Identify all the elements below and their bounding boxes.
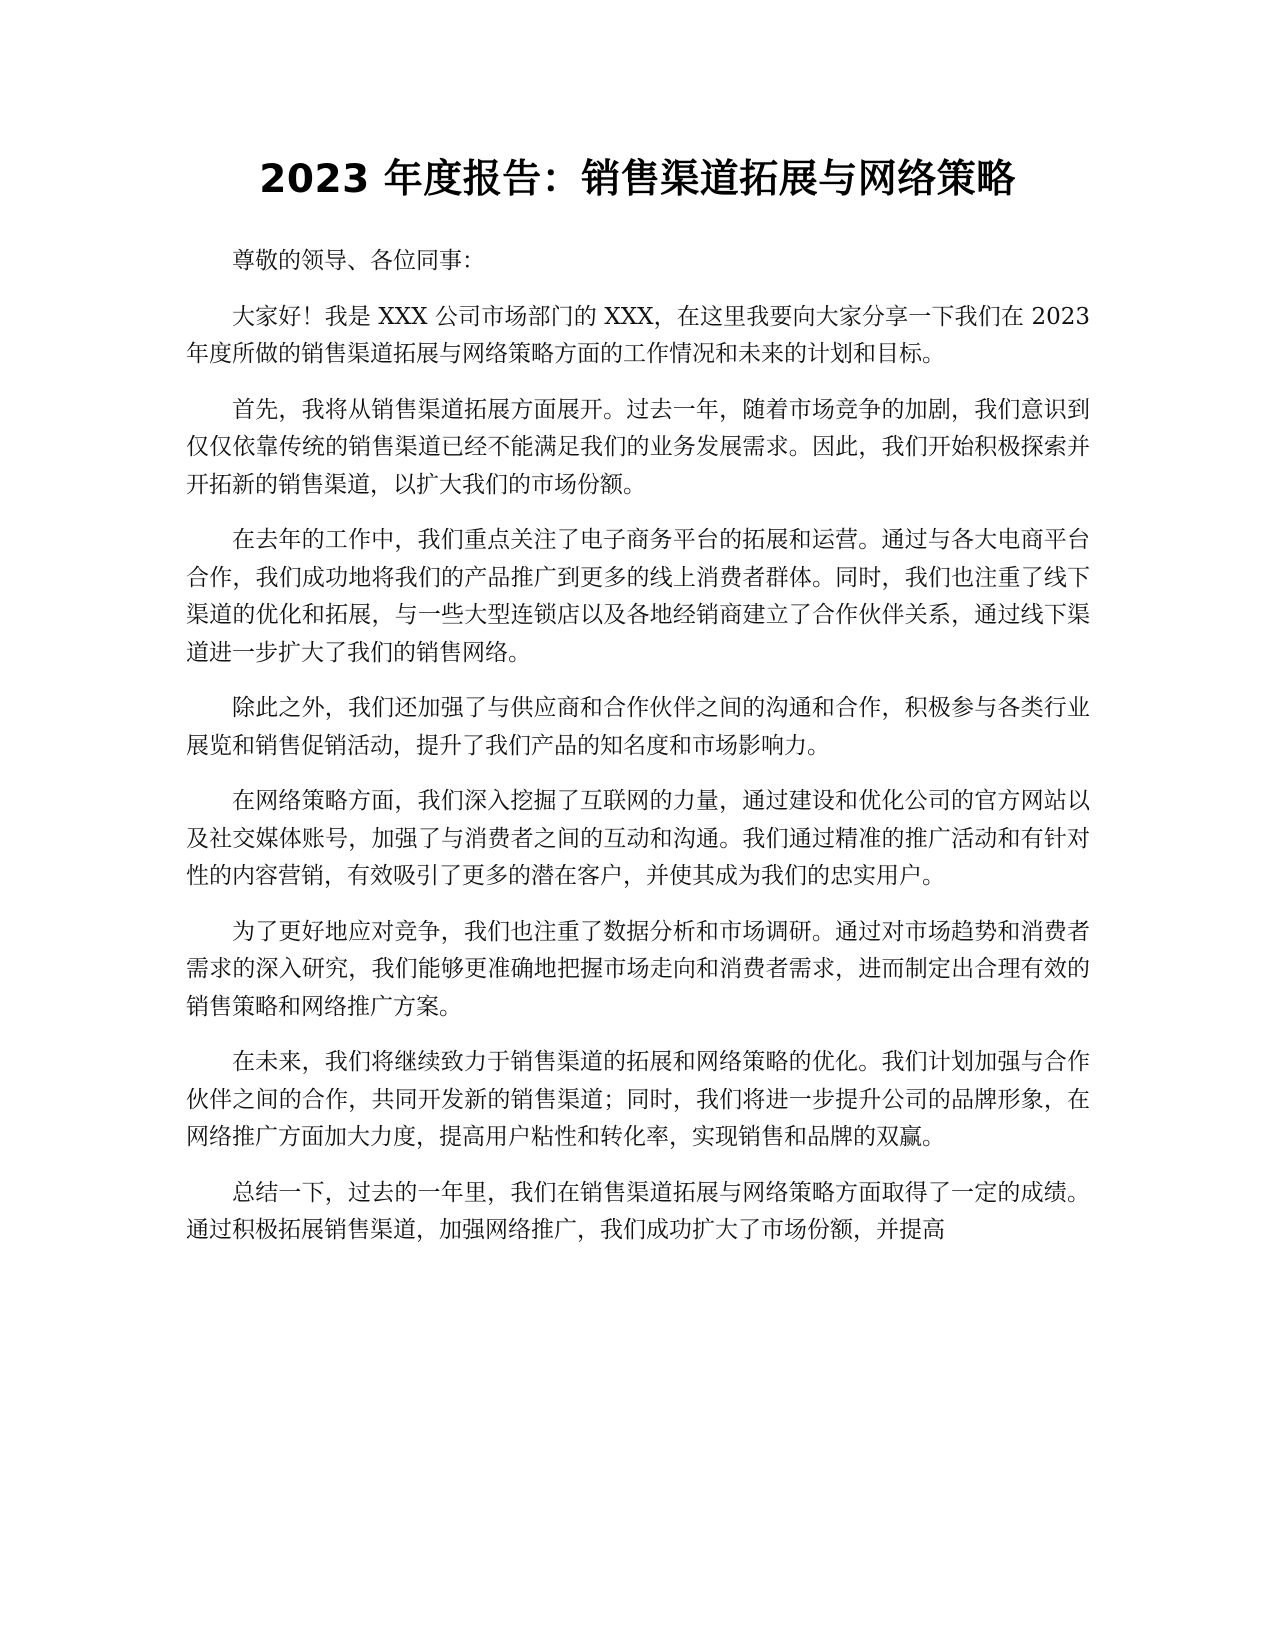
paragraph-future-plan: 在未来，我们将继续致力于销售渠道的拓展和网络策略的优化。我们计划加强与合作伙伴之间的合作，共同开发新的销售渠道；同时，我们将进一步提升公司的品牌形象，在网络推广方面加大力度，提高用户粘性和转化率，实现销售和品牌的双赢。 (186, 1049, 1090, 1150)
paragraph-data-analysis: 为了更好地应对竞争，我们也注重了数据分析和市场调研。通过对市场趋势和消费者需求的深入研究，我们能够更准确地把握市场走向和消费者需求，进而制定出合理有效的销售策略和网络推广方案。 (186, 918, 1090, 1020)
paragraph-network-strategy: 在网络策略方面，我们深入挖掘了互联网的力量，通过建设和优化公司的官方网站以及社交媒体账号，加强了与消费者之间的互动和沟通。我们通过精准的推广活动和有针对性的内容营销，有效吸引了更多的潜在客户，并使其成为我们的忠实用户。 (186, 788, 1090, 889)
paragraph-partners: 除此之外，我们还加强了与供应商和合作伙伴之间的沟通和合作，积极参与各类行业展览和销售促销活动，提升了我们产品的知名度和市场影响力。 (186, 695, 1090, 759)
paragraph-summary: 总结一下，过去的一年里，我们在销售渠道拓展与网络策略方面取得了一定的成绩。通过积极拓展销售渠道，加强网络推广，我们成功扩大了市场份额，并提高 (186, 1179, 1090, 1243)
paragraph-channel-intro: 首先，我将从销售渠道拓展方面展开。过去一年，随着市场竞争的加剧，我们意识到仅仅依靠传统的销售渠道已经不能满足我们的业务发展需求。因此，我们开始积极探索并开拓新的销售渠道，以扩大我们的市场份额。 (186, 396, 1090, 498)
paragraph-ecommerce: 在去年的工作中，我们重点关注了电子商务平台的拓展和运营。通过与各大电商平台合作，我们成功地将我们的产品推广到更多的线上消费者群体。同时，我们也注重了线下渠道的优化和拓展，与一些大型连锁店以及各地经销商建立了合作伙伴关系，通过线下渠道进一步扩大了我们的销售网络。 (186, 527, 1090, 666)
paragraph-salutation: 尊敬的领导、各位同事： (232, 248, 485, 274)
document-title: 2023 年度报告：销售渠道拓展与网络策略 (259, 157, 1016, 202)
document-body (186, 243, 1090, 1268)
paragraph-greeting: 大家好！我是 XXX 公司市场部门的 XXX，在这里我要向大家分享一下我们在 2023 年度所做的销售渠道拓展与网络策略方面的工作情况和未来的计划和目标。 (186, 303, 1090, 367)
